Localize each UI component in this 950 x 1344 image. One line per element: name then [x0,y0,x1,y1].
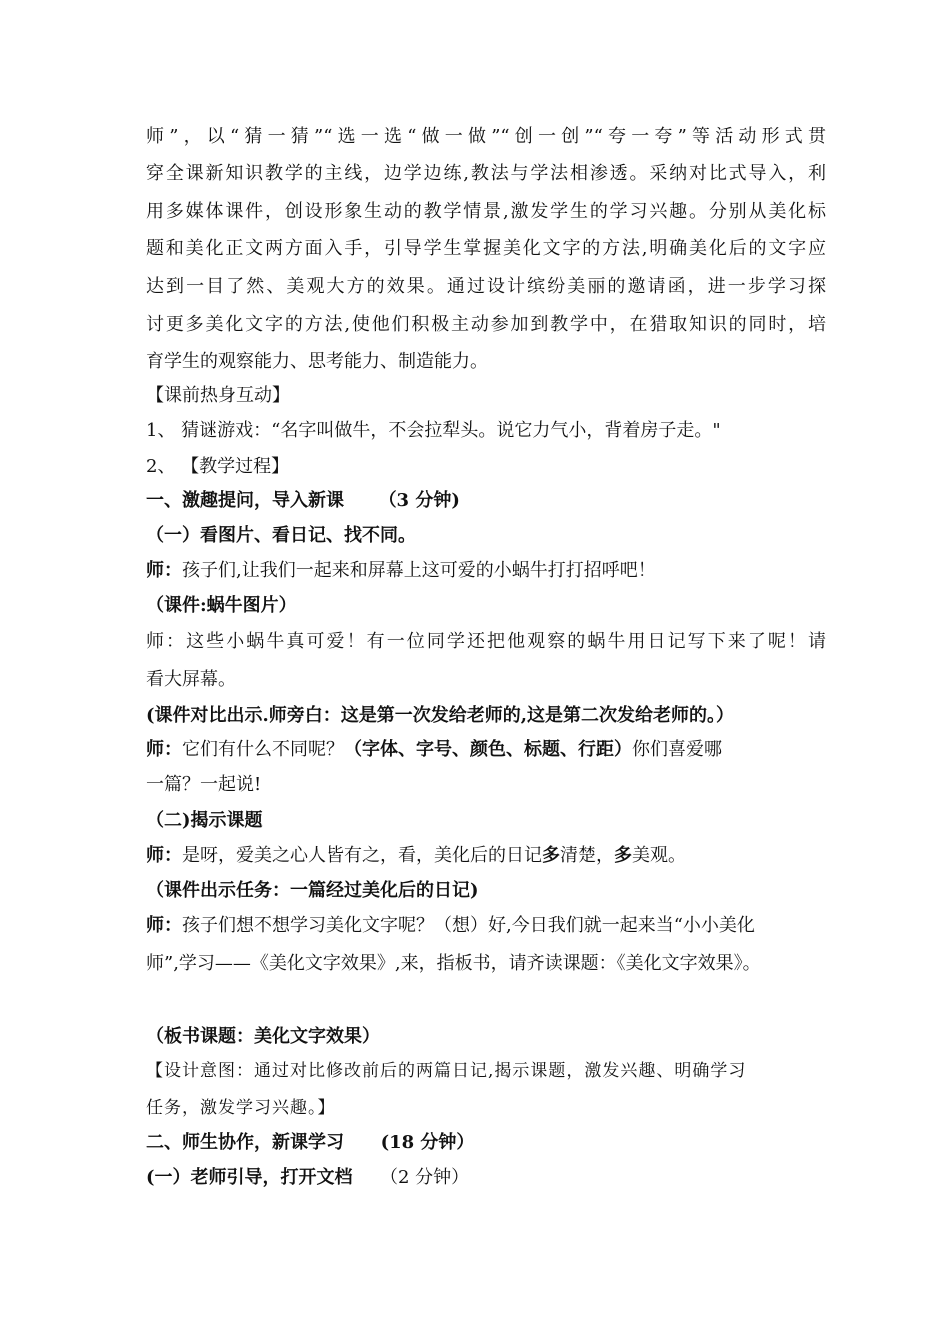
teacher-line-2b: 看大屏幕。 [146,669,236,690]
teacher-text: 它们有什么不同呢？ [182,739,344,760]
section-2-time: (18 分钟） [380,1132,475,1153]
intro-line-7: 育学生的观察能力、思考能力、制造能力。 [146,351,488,372]
teacher-line-5b: 师”,学习——《美化文字效果》,来，指板书，请齐读课题：《美化文字效果》。 [146,953,761,974]
answer-keywords: （字体、字号、颜色、标题、行距） [344,739,632,760]
subsection-3-title: (一）老师引导，打开文档 [146,1167,353,1188]
teacher-line-3 [146,738,826,762]
section-2-title: 二、师生协作，新课学习 [146,1132,344,1153]
intro-line-6: 讨更多美化文字的方法,使他们积极主动参加到教学中，在猎取知识的同时，培 [146,314,826,335]
teacher-text: 是呀，爱美之心人皆有之，看，美化后的日记 [182,845,542,866]
emphasis-word: 多 [614,845,632,866]
intro-line-4: 题和美化正文两方面入手，引导学生掌握美化文字的方法,明确美化后的文字应 [146,238,826,259]
warmup-item-1: 1、 猜谜游戏：“名字叫做牛，不会拉犁头。说它力气小，背着房子走。" [146,420,721,441]
intro-line-5: 达到一目了然、美观大方的效果。通过设计缤纷美丽的邀请函，进一步学习探 [146,276,826,297]
courseware-note-2: (课件对比出示.师旁白：这是第一次发给老师的,这是第二次发给老师的。） [146,705,735,726]
teacher-text: 孩子们想不想学习美化文字呢？（想）好,今日我们就一起来当“小小美化 [182,915,755,936]
courseware-note-1: （课件:蜗牛图片） [146,595,297,616]
subsection-3-heading [146,1166,826,1190]
courseware-note-3: （课件出示任务：一篇经过美化后的日记) [146,880,479,901]
teacher-line-1 [146,559,826,583]
teacher-line-2a: 师：这些小蜗牛真可爱！有一位同学还把他观察的蜗牛用日记写下来了呢！请 [146,631,826,652]
teacher-line-4 [146,844,826,868]
teacher-line-5 [146,914,826,938]
teacher-speaker: 师： [146,739,182,760]
board-title-note: （板书课题：美化文字效果） [146,1026,380,1047]
teacher-text: 你们喜爱哪 [632,739,722,760]
subsection-2-title: （二)揭示课题 [146,810,263,831]
subsection-1-title: （一）看图片、看日记、找不同。 [146,525,416,546]
design-intent-line-1: 【设计意图：通过对比修改前后的两篇日记,揭示课题，激发兴趣、明确学习 [146,1061,747,1081]
teacher-speaker: 师： [146,845,182,866]
subsection-3-time: （2 分钟） [379,1167,470,1188]
teacher-text: 孩子们,让我们一起来和屏幕上这可爱的小蜗牛打打招呼吧！ [182,560,656,581]
teacher-line-3b: 一篇？一起说! [146,774,262,795]
teacher-text: 清楚， [560,845,614,866]
teacher-text: 美观。 [632,845,686,866]
intro-line-1: 师”，以“猜一猜”“选一选“做一做”“创一创”“夸一夸”等活动形式贯 [146,126,826,147]
section-2-heading [146,1131,826,1155]
teacher-speaker: 师： [146,915,182,936]
intro-line-2: 穿全课新知识教学的主线，边学边练,教法与学法相渗透。采纳对比式导入，利 [146,163,826,184]
intro-line-3: 用多媒体课件，创设形象生动的教学情景,激发学生的学习兴趣。分别从美化标 [146,201,826,222]
teacher-speaker: 师： [146,560,182,581]
warmup-heading: 【课前热身互动】 [146,385,290,406]
section-1-heading [146,489,826,513]
section-1-title: 一、激趣提问，导入新课 [146,490,344,511]
emphasis-word: 多 [542,845,560,866]
process-item-2: 2、 【教学过程】 [146,456,290,477]
section-1-time: （3 分钟) [378,490,460,511]
design-intent-line-2: 任务，激发学习兴趣。】 [146,1098,336,1118]
